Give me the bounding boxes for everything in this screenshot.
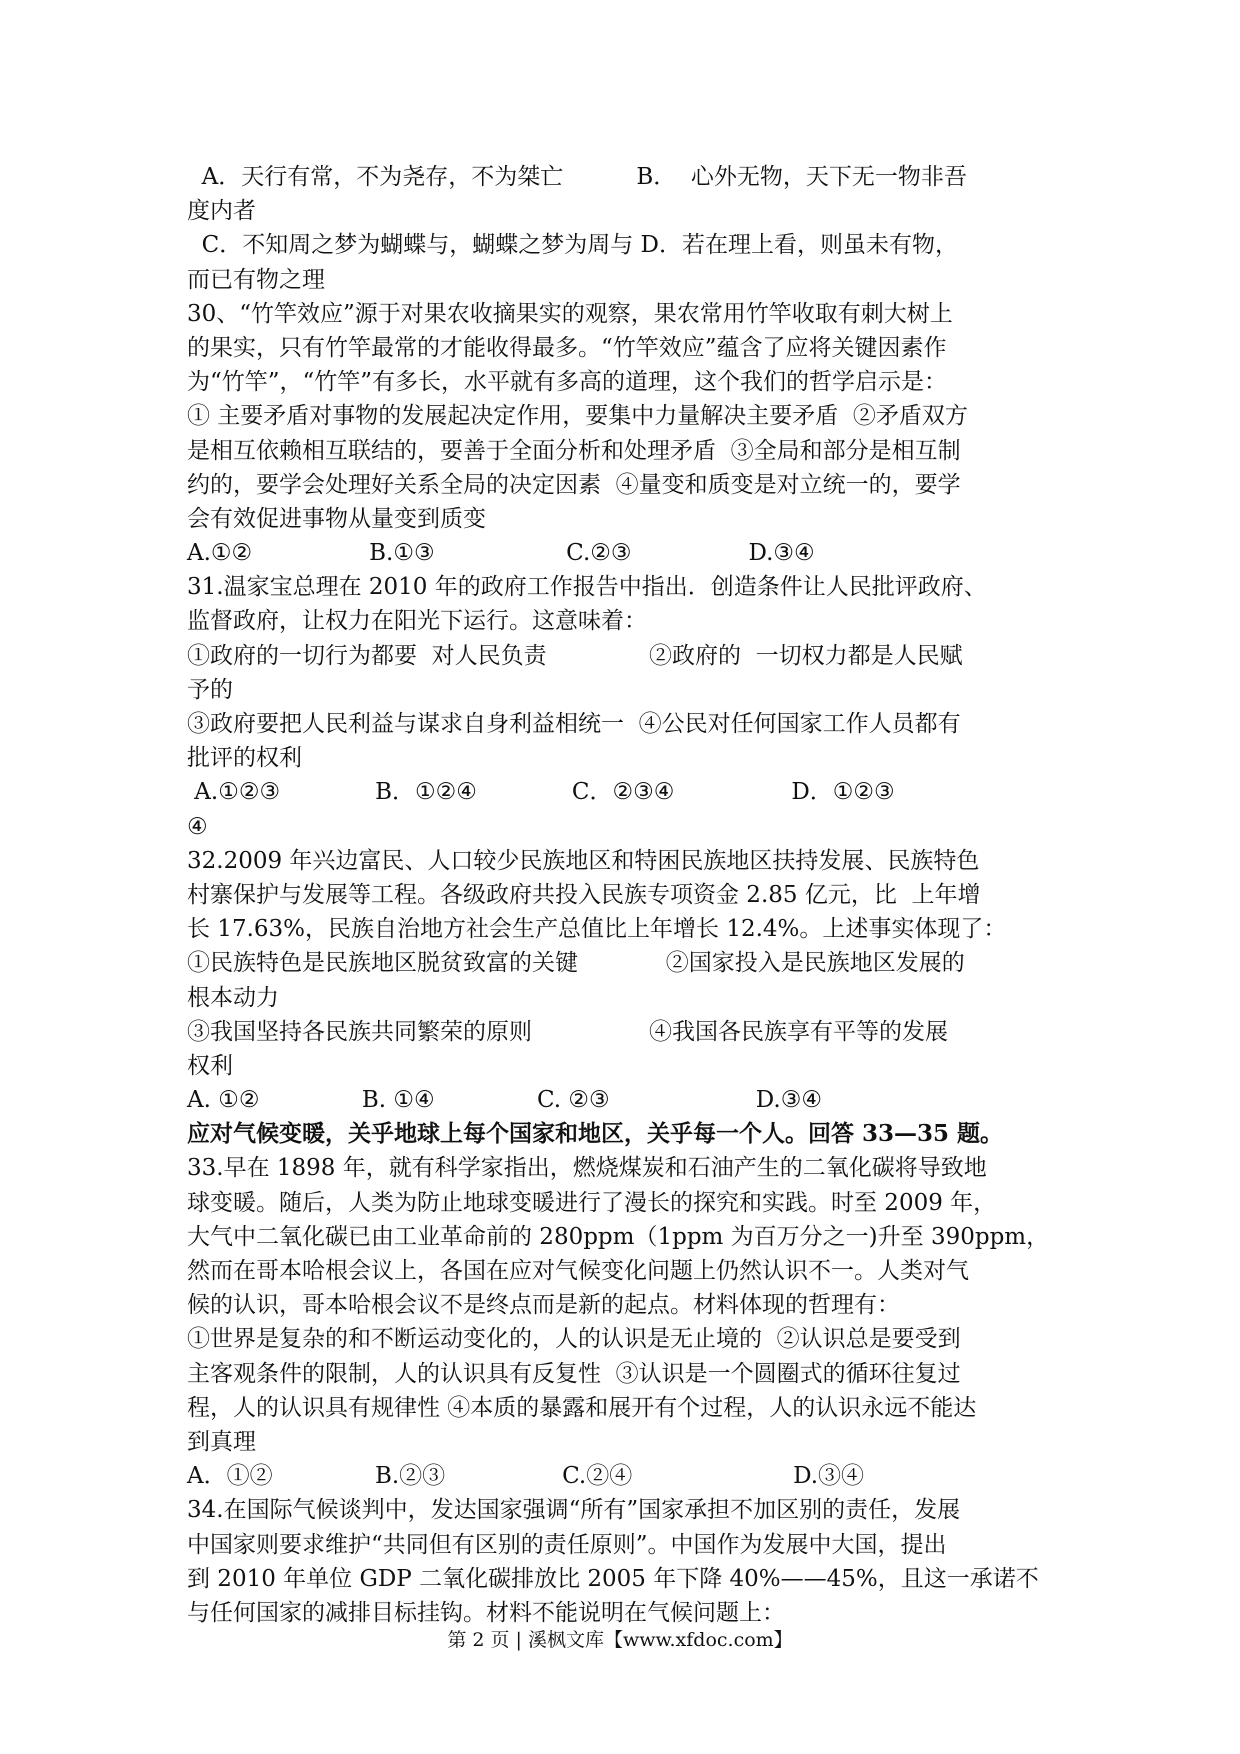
text-line: 球变暖。随后，人类为防止地球变暖进行了漫长的探究和实践。时至 2009 年， (187, 1189, 997, 1216)
text-line: 权利 (187, 1052, 233, 1079)
question-30-line: 30、“竹竿效应”源于对果农收摘果实的观察，果农常用竹竿收取有刺大树上 (187, 300, 953, 327)
text-line: 的果实，只有竹竿最常的才能收得最多。“竹竿效应”蕴含了应将关键因素作 (187, 334, 947, 361)
page-footer: 第 2 页 | 溪枫文库【www.xfdoc.com】 (447, 1629, 793, 1651)
document-body (187, 160, 1067, 1630)
text-line: 到真理 (187, 1428, 256, 1455)
text-line: 到 2010 年单位 GDP 二氧化碳排放比 2005 年下降 40%——45%，且这一承诺不 (187, 1565, 1039, 1592)
text-line: 批评的权利 (187, 745, 302, 772)
text-line: ③政府要把人民利益与谋求自身利益相统一 ④公民对任何国家工作人员都有 (187, 711, 961, 737)
text-line: 约的，要学会处理好关系全局的决定因素 ④量变和质变是对立统一的，要学 (187, 471, 961, 498)
question-32-line: 32.2009 年兴边富民、人口较少民族地区和特困民族地区扶持发展、民族特色 (187, 847, 980, 874)
text-line: ①民族特色是民族地区脱贫致富的关键 ②国家投入是民族地区发展的 (187, 950, 965, 977)
text-line: 与任何国家的减排目标挂钩。材料不能说明在气候问题上： (187, 1599, 785, 1626)
question-33-line: 33.早在 1898 年，就有科学家指出，燃烧煤炭和石油产生的二氧化碳将导致地 (187, 1155, 987, 1182)
text-line: A．天行有常，不为尧存，不为桀亡 B． 心外无物，天下无一物非吾 (187, 164, 967, 190)
text-line: 度内者 (187, 198, 256, 225)
text-line: 而已有物之理 (187, 266, 325, 293)
text-line: 然而在哥本哈根会议上，各国在应对气候变化问题上仍然认识不一。人类对气 (187, 1258, 969, 1284)
text-line: 为“竹竿”，“竹竿”有多长，水平就有多高的道理，这个我们的哲学启示是： (187, 369, 948, 396)
text-line: 中国家则要求维护“共同但有区别的责任原则”。中国作为发展中大国，提出 (187, 1531, 947, 1558)
answer-options: A.①②③ B．①②④ C．②③④ D．①②③ (187, 779, 895, 806)
text-line: C．不知周之梦为蝴蝶与，蝴蝶之梦为周与 D．若在理上看，则虽未有物， (187, 232, 958, 259)
text-line: 予的 (187, 676, 233, 703)
text-line: 会有效促进事物从量变到质变 (187, 505, 486, 532)
text-line: 大气中二氧化碳已由工业革命前的 280ppm（1ppm 为百万分之一)升至 390ppm， (187, 1223, 1050, 1250)
text-line: ④ (187, 813, 208, 840)
answer-options: A. ①② B. ①④ C. ②③ D.③④ (187, 1087, 822, 1114)
text-line: 监督政府，让权力在阳光下运行。这意味着： (187, 608, 647, 635)
section-heading: 应对气候变暖，关乎地球上每个国家和地区，关乎每一个人。回答 33—35 题。 (187, 1120, 1004, 1148)
text-line: ①政府的一切行为都要 对人民负责 ②政府的 一切权力都是人民赋 (187, 642, 963, 669)
text-line: 村寨保护与发展等工程。各级政府共投入民族专项资金 2.85 亿元，比 上年增 (187, 881, 981, 908)
text-line: 程，人的认识具有规律性 ④本质的暴露和展开有个过程，人的认识永远不能达 (187, 1394, 977, 1421)
question-31-line: 31.温家宝总理在 2010 年的政府工作报告中指出．创造条件让人民批评政府、 (187, 574, 987, 601)
answer-options: A.①② B.①③ C.②③ D.③④ (187, 540, 815, 567)
text-line: ① 主要矛盾对事物的发展起决定作用，要集中力量解决主要矛盾 ②矛盾双方 (187, 403, 968, 430)
text-line: ③我国坚持各民族共同繁荣的原则 ④我国各民族享有平等的发展 (187, 1018, 948, 1045)
text-line: 长 17.63%，民族自治地方社会生产总值比上年增长 12.4%。上述事实体现了： (187, 916, 1007, 943)
text-line: 候的认识，哥本哈根会议不是终点而是新的起点。材料体现的哲理有： (187, 1292, 900, 1319)
answer-options: A．①② B.②③ C.②④ D.③④ (187, 1463, 865, 1490)
text-line: 根本动力 (187, 984, 279, 1011)
text-line: ①世界是复杂的和不断运动变化的，人的认识是无止境的 ②认识总是要受到 (187, 1326, 961, 1353)
text-line: 是相互依赖相互联结的，要善于全面分析和处理矛盾 ③全局和部分是相互制 (187, 437, 961, 464)
question-34-line: 34.在国际气候谈判中，发达国家强调“所有”国家承担不加区别的责任，发展 (187, 1497, 961, 1524)
text-line: 主客观条件的限制，人的认识具有反复性 ③认识是一个圆圈式的循环往复过 (187, 1360, 961, 1387)
